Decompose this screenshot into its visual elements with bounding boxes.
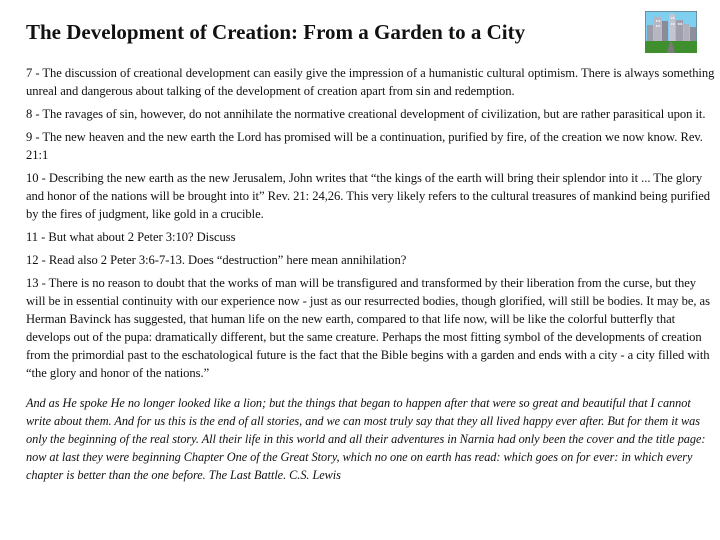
slide-title: The Development of Creation: From a Garden to a City bbox=[26, 20, 526, 44]
lewis-quote: And as He spoke He no longer looked like a lion; but the things that began to happen after that were so great and beautiful that I cannot write about them. And for us this is the end of all stories, and we can most truly say that they all lived happy ever after. But for them it was only the beginning of the real story. All their life in this world and all their adventures in Narnia had only been the cover and the title page: now at last they were beginning Chapter One of the Great Story, which no one on earth has read: which goes on for ever: in which every chapter is better than the one before. The Last Battle. C.S. Lewis bbox=[26, 396, 706, 482]
paragraph-10: 10 - Describing the new earth as the new Jerusalem, John writes that “the kings of the earth will bring their splendor into it ... The glory and honor of the nations will be brought into it” Rev. 21: 24,26. This very likely refers to the cultural treasures of mankind being purified by the fires of judgment, like gold in a crucible. bbox=[26, 171, 711, 221]
body-text bbox=[26, 64, 718, 489]
paragraph-11: 11 - But what about 2 Peter 3:10? Discuss bbox=[26, 230, 236, 244]
paragraph-7: 7 - The discussion of creational development can easily give the impression of a humanistic cultural optimism. There is always something unreal and dangerous about talking of the development of creation apart from sin and redemption. bbox=[26, 66, 715, 98]
paragraph-12: 12 - Read also 2 Peter 3:6-7-13. Does “destruction” here mean annihilation? bbox=[26, 253, 407, 267]
paragraph-9: 9 - The new heaven and the new earth the Lord has promised will be a continuation, purified by fire, of the creation we now know. Rev. 21:1 bbox=[26, 130, 703, 162]
paragraph-8: 8 - The ravages of sin, however, do not annihilate the normative creational development of civilization, but are rather parasitical upon it. bbox=[26, 107, 706, 121]
paragraph-13: 13 - There is no reason to doubt that the works of man will be transfigured and transformed by their liberation from the curse, but they will be in essential continuity with our experience now - just as our resurrected bodies, though glorified, will still be bodies. It may be, as Herman Bavinck has suggested, that human life on the new earth, compared to that life now, will be like the colorful butterfly that develops out of the pupa: dramatically different, but the same creature. Perhaps the most fitting symbol of the developments of creation from the primordial past to the eschatological future is the fact that the Bible begins with a garden and ends with a city - a city filled with “the glory and honor of the nations.” bbox=[26, 276, 710, 380]
city-skyline-icon bbox=[645, 11, 697, 53]
